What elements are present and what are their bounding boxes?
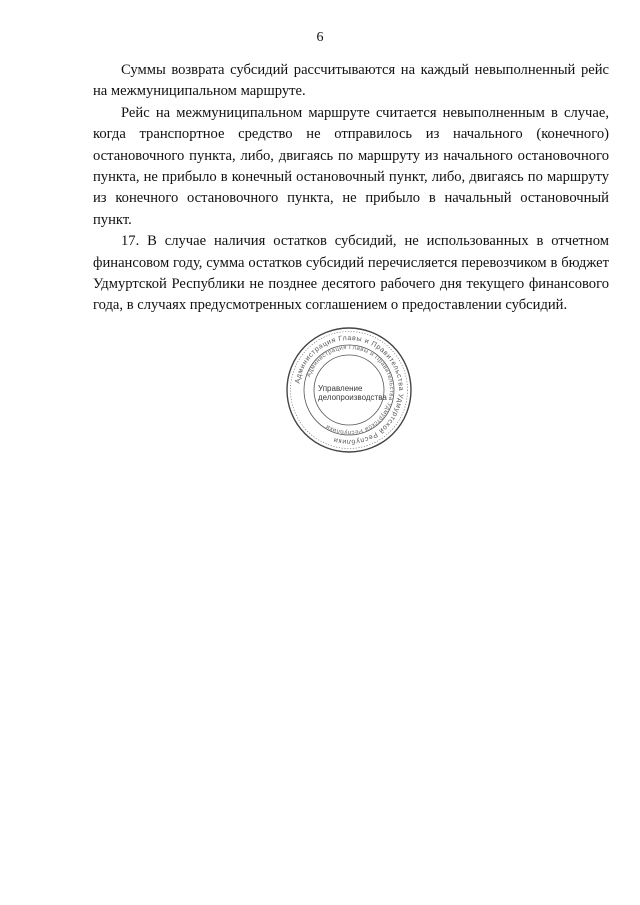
paragraph-17-unused-balances: 17. В случае наличия остатков субсидий, не использованных в отчетном финансовом году, сумма остатков субсидий перечисляется перевозчиком в бюджет Удмуртской Республики не позднее десятого рабочего дня текущего финансового года, в случаях предусмотренных соглашением о предоставлении субсидий. — [93, 233, 609, 314]
seal-center-text — [318, 384, 387, 402]
seal-center-line-1: Управление — [318, 384, 363, 393]
document-body — [93, 60, 609, 317]
page-number: 6 — [316, 30, 324, 45]
seal-ring-text-outer: Администрация Главы и Правительства Удмуртской Республики — [294, 334, 405, 446]
paragraph-unfulfilled-trip-definition: Рейс на межмуниципальном маршруте считается невыполненным в случае, когда транспортное средство не отправилось из начального (конечного) остановочного пункта, либо, двигаясь по маршруту из начального остановочного пункта, не прибыло в конечный остановочный пункт, либо, двигаясь по маршруту из конечного остановочного пункта, не прибыло в начальный остановочный пункт. — [93, 104, 609, 228]
official-stamp-seal — [284, 325, 414, 455]
seal-ring-text-inner: Администрация Главы и Правительства Удмуртской Республики — [306, 344, 395, 436]
paragraph-refund-amounts: Суммы возврата субсидий рассчитываются на каждый невыполненный рейс на межмуниципальном маршруте. — [93, 62, 609, 100]
seal-center-line-2: делопроизводства — [318, 393, 387, 402]
